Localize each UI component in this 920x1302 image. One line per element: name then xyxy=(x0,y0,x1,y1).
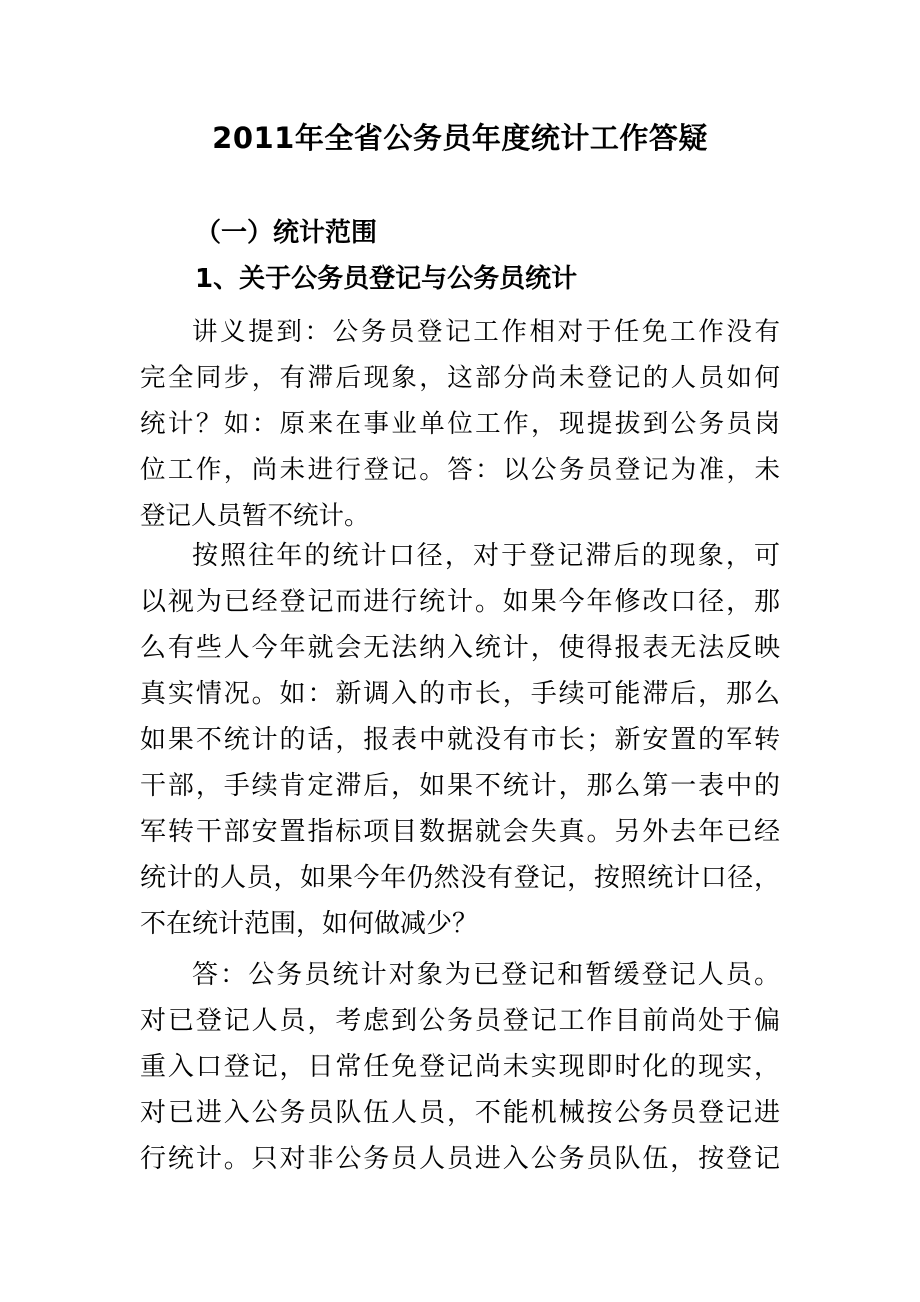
paragraph-line: 按照往年的统计口径，对于登记滞后的现象，可 xyxy=(192,541,780,571)
paragraph-line-text: 完全同步，有滞后现象， xyxy=(140,363,448,393)
document-title: 2011年全省公务员年度统计工作答疑 xyxy=(212,121,708,155)
paragraph-line: 不在统计范围，如何做减少？ xyxy=(140,909,479,939)
paragraph-line: 军转干部安置指标项目数据就会失真。另外去年已经 xyxy=(140,817,780,847)
paragraph-line: 对已进入公务员队伍人员，不能机械按公务员登记进 xyxy=(140,1098,780,1128)
emphasized-text: 这部分尚未登记的人员 xyxy=(447,363,727,393)
paragraph-line: 对已登记人员，考虑到公务员登记工作目前尚处于偏 xyxy=(140,1006,780,1036)
paragraph-line: 真实情况。如：新调入的市长，手续可能滞后，那么 xyxy=(140,679,780,709)
section-heading: （一）统计范围 xyxy=(195,218,378,248)
paragraph-line: 以视为已经登记而进行统计。如果今年修改口径，那 xyxy=(140,587,780,617)
paragraph-line: 位工作，尚未进行登记。答：以公务员登记为准，未 xyxy=(140,455,780,485)
paragraph-line: 如果不统计的话，报表中就没有市长；新安置的军转 xyxy=(140,725,780,755)
paragraph-line: 重入口登记，日常任免登记尚未实现即时化的现实， xyxy=(140,1052,780,1082)
paragraph-line: 统计的人员，如果今年仍然没有登记，按照统计口径， xyxy=(140,863,780,893)
paragraph-line: 讲义提到：公务员登记工作相对于任免工作没有 xyxy=(192,317,780,347)
paragraph-background xyxy=(140,533,780,947)
paragraph-line: 行统计。只对非公务员人员进入公务员队伍，按登记 xyxy=(140,1144,780,1174)
paragraph-line-text: 如何 xyxy=(726,363,780,393)
paragraph-line: 登记人员暂不统计。 xyxy=(140,501,370,531)
paragraph-line: 干部，手续肯定滞后，如果不统计，那么第一表中的 xyxy=(140,771,780,801)
paragraph-line: 统计？如：原来在事业单位工作，现提拔到公务员岗 xyxy=(140,409,780,439)
paragraph-line: 么有些人今年就会无法纳入统计，使得报表无法反映 xyxy=(140,633,780,663)
paragraph-answer xyxy=(140,952,780,1182)
paragraph-line: 答：公务员统计对象为已登记和暂缓登记人员。 xyxy=(192,960,780,990)
paragraph-question xyxy=(140,309,780,539)
subsection-heading: 1、关于公务员登记与公务员统计 xyxy=(195,264,578,294)
paragraph-line xyxy=(140,355,780,401)
